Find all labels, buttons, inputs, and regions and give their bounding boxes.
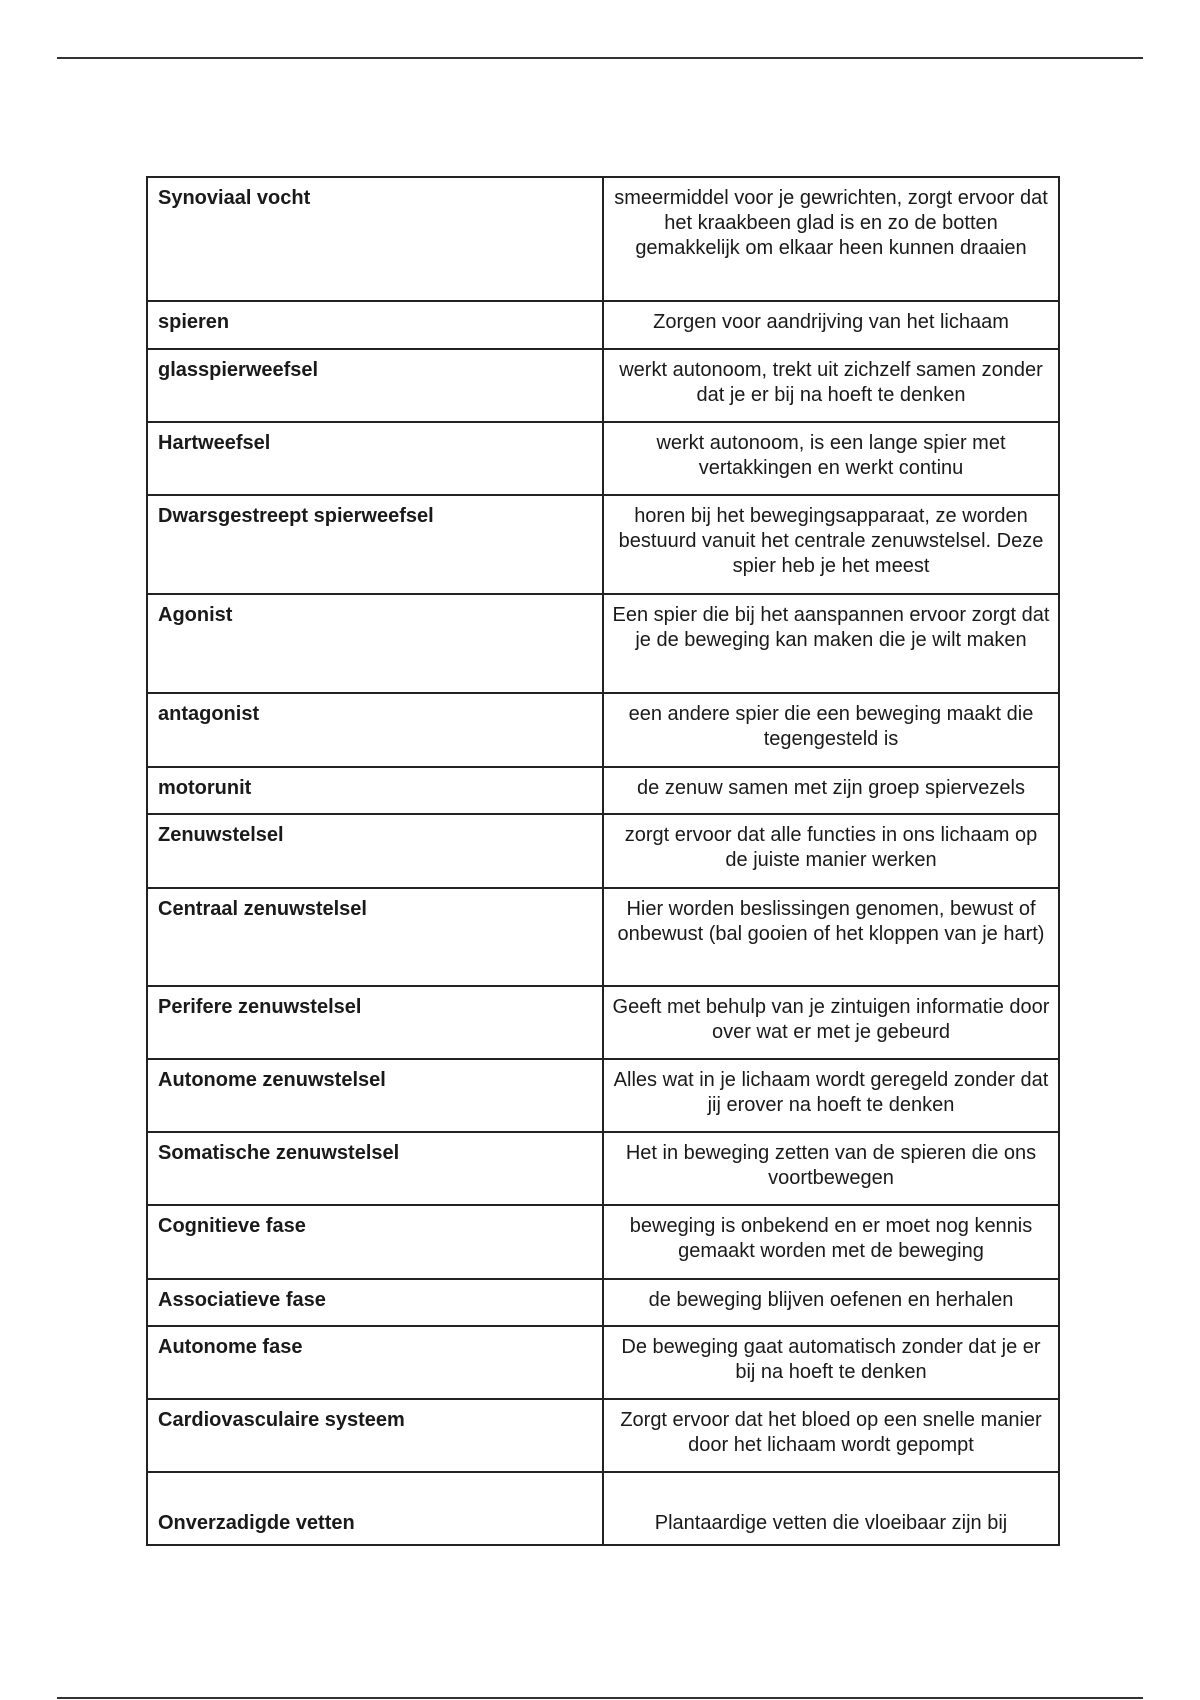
table-row [147, 1205, 1059, 1279]
term-cell: Somatische zenuwstelsel [147, 1132, 603, 1205]
table-row [147, 422, 1059, 495]
term-cell: antagonist [147, 693, 603, 767]
table-row [147, 495, 1059, 594]
table-row [147, 1132, 1059, 1205]
definition-cell: De beweging gaat automatisch zonder dat je er bij na hoeft te denken [603, 1326, 1059, 1399]
table-row [147, 349, 1059, 422]
definition-cell: de beweging blijven oefenen en herhalen [603, 1279, 1059, 1326]
definition-cell: de zenuw samen met zijn groep spiervezels [603, 767, 1059, 814]
definition-cell: Zorgen voor aandrijving van het lichaam [603, 301, 1059, 349]
term-cell: motorunit [147, 767, 603, 814]
table-row [147, 1399, 1059, 1472]
definition-cell: Alles wat in je lichaam wordt geregeld zonder dat jij erover na hoeft te denken [603, 1059, 1059, 1132]
term-cell: Cardiovasculaire systeem [147, 1399, 603, 1472]
definition-cell: Het in beweging zetten van de spieren die ons voortbewegen [603, 1132, 1059, 1205]
term-cell: Perifere zenuwstelsel [147, 986, 603, 1059]
definition-cell: beweging is onbekend en er moet nog kennis gemaakt worden met de beweging [603, 1205, 1059, 1279]
table-row [147, 767, 1059, 814]
table-row [147, 693, 1059, 767]
term-cell: Centraal zenuwstelsel [147, 888, 603, 986]
term-cell: glasspierweefsel [147, 349, 603, 422]
table-row [147, 1472, 1059, 1545]
definition-cell: smeermiddel voor je gewrichten, zorgt ervoor dat het kraakbeen glad is en zo de botten gemakkelijk om elkaar heen kunnen draaien [603, 177, 1059, 301]
term-cell: spieren [147, 301, 603, 349]
definition-cell: Een spier die bij het aanspannen ervoor zorgt dat je de beweging kan maken die je wilt maken [603, 594, 1059, 693]
table-row [147, 888, 1059, 986]
term-cell: Cognitieve fase [147, 1205, 603, 1279]
term-cell: Autonome fase [147, 1326, 603, 1399]
table-row [147, 814, 1059, 888]
term-cell: Autonome zenuwstelsel [147, 1059, 603, 1132]
table-row [147, 1279, 1059, 1326]
definition-cell: een andere spier die een beweging maakt die tegengesteld is [603, 693, 1059, 767]
definition-cell: werkt autonoom, is een lange spier met vertakkingen en werkt continu [603, 422, 1059, 495]
term-cell: Synoviaal vocht [147, 177, 603, 301]
definition-cell: Zorgt ervoor dat het bloed op een snelle manier door het lichaam wordt gepompt [603, 1399, 1059, 1472]
table-row [147, 301, 1059, 349]
table-row [147, 594, 1059, 693]
definition-cell: horen bij het bewegingsapparaat, ze worden bestuurd vanuit het centrale zenuwstelsel. Deze spier heb je het meest [603, 495, 1059, 594]
definition-cell: Plantaardige vetten die vloeibaar zijn bij [603, 1472, 1059, 1545]
glossary-table [146, 176, 1060, 1546]
definition-cell: werkt autonoom, trekt uit zichzelf samen zonder dat je er bij na hoeft te denken [603, 349, 1059, 422]
term-cell: Agonist [147, 594, 603, 693]
term-cell: Associatieve fase [147, 1279, 603, 1326]
definition-cell: Hier worden beslissingen genomen, bewust of onbewust (bal gooien of het kloppen van je hart) [603, 888, 1059, 986]
footer-rule [57, 1697, 1143, 1699]
table-row [147, 1059, 1059, 1132]
definition-cell: Geeft met behulp van je zintuigen informatie door over wat er met je gebeurd [603, 986, 1059, 1059]
term-cell: Dwarsgestreept spierweefsel [147, 495, 603, 594]
term-cell: Zenuwstelsel [147, 814, 603, 888]
term-cell: Hartweefsel [147, 422, 603, 495]
header-rule [57, 57, 1143, 59]
table-row [147, 986, 1059, 1059]
table-row [147, 177, 1059, 301]
table-row [147, 1326, 1059, 1399]
term-cell: Onverzadigde vetten [147, 1472, 603, 1545]
definition-cell: zorgt ervoor dat alle functies in ons lichaam op de juiste manier werken [603, 814, 1059, 888]
